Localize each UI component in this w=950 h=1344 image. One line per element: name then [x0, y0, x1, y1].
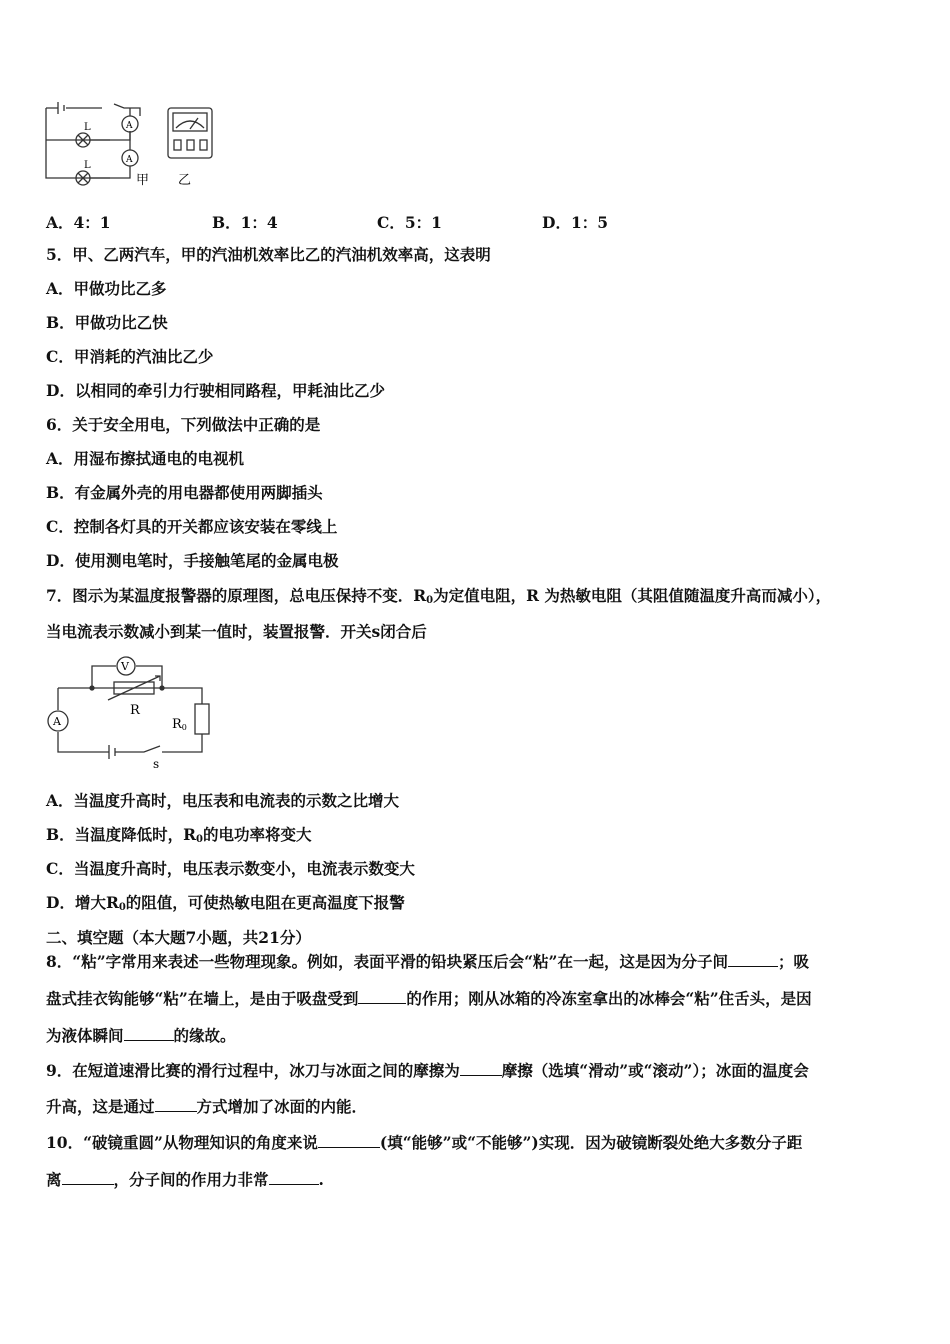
fig2-label-r0-letter: R — [172, 717, 182, 732]
fig2-label-r0 — [172, 717, 187, 732]
q8-blank-2[interactable] — [358, 989, 406, 1004]
fig1-label-yi: 乙 — [178, 173, 192, 188]
q10-l2a: 离 — [46, 1170, 62, 1189]
fig2-label-s: s — [153, 757, 160, 771]
q10-blank-3[interactable] — [269, 1170, 319, 1185]
q10-blank-1[interactable] — [318, 1133, 380, 1148]
q7-option-b[interactable] — [46, 825, 311, 850]
fig2-label-a: A — [53, 715, 61, 728]
q8-l2a: 盘式挂衣钩能够“粘”在墙上，是由于吸盘受到 — [46, 989, 359, 1008]
q5-stem: 5．甲、乙两汽车，甲的汽油机效率比乙的汽油机效率高，这表明 — [46, 245, 491, 264]
q7-option-d[interactable] — [46, 893, 405, 918]
q4-option-c[interactable]: C．5：1 — [377, 213, 442, 232]
q7-option-c[interactable]: C．当温度升高时，电压表示数变小，电流表示数变大 — [46, 859, 415, 878]
q7-option-b-sub: 0 — [195, 834, 203, 845]
q9-line2 — [46, 1097, 367, 1117]
figure-alarm-circuit — [44, 652, 219, 774]
fig1-label-l1: L — [84, 122, 91, 133]
fig2-label-v: V — [121, 660, 129, 673]
q6-stem: 6．关于安全用电，下列做法中正确的是 — [46, 415, 321, 434]
q10-l2b: ，分子间的作用力非常 — [113, 1170, 269, 1189]
q8-blank-3[interactable] — [124, 1026, 174, 1041]
q9-l1b: 摩擦（选填“滑动”或“滚动”）；冰面的温度会 — [501, 1061, 809, 1080]
q8-blank-1[interactable] — [728, 952, 778, 967]
q8-l1a: 8．“粘”字常用来表述一些物理现象。例如，表面平滑的铅块紧压后会“粘”在一起，这是因为分子间 — [46, 952, 728, 971]
q6-option-d[interactable]: D．使用测电笔时，手接触笔尾的金属电极 — [46, 551, 339, 570]
fig1-label-a2: A — [126, 155, 133, 165]
fig2-label-r0-sub: 0 — [181, 723, 187, 732]
q7-stem-line2: 当电流表示数减小到某一值时，装置报警．开关s闭合后 — [46, 622, 427, 641]
q4-option-d[interactable]: D．1：5 — [542, 213, 609, 232]
q8-l1b: ；吸 — [777, 952, 809, 971]
q7-stem-line1 — [46, 586, 831, 611]
q9-l1a: 9．在短道速滑比赛的滑行过程中，冰刀与冰面之间的摩擦为 — [46, 1061, 460, 1080]
q6-option-c[interactable]: C．控制各灯具的开关都应该安装在零线上 — [46, 517, 338, 536]
section2-title: 二、填空题（本大题7小题，共21分） — [46, 928, 311, 947]
q7-option-d-1: D．增大R — [46, 893, 119, 912]
q9-blank-2[interactable] — [155, 1097, 197, 1112]
q7-sub0: 0 — [426, 595, 434, 606]
fig2-label-r: R — [130, 703, 140, 718]
q7-stem-1a: 7．图示为某温度报警器的原理图，总电压保持不变．R — [46, 586, 427, 605]
q5-option-c[interactable]: C．甲消耗的汽油比乙少 — [46, 347, 214, 366]
q8-l3b: 的缘故。 — [173, 1026, 236, 1045]
q7-option-b-2: 的电功率将变大 — [202, 825, 312, 844]
q8-l3a: 为液体瞬间 — [46, 1026, 124, 1045]
q5-option-a[interactable]: A．甲做功比乙多 — [46, 279, 167, 298]
q9-line1 — [46, 1061, 809, 1081]
q8-line2 — [46, 989, 812, 1009]
q10-l2c: . — [318, 1170, 324, 1189]
q7-option-d-sub: 0 — [118, 902, 126, 913]
q8-l2b: 的作用；刚从冰箱的冷冻室拿出的冰棒会“粘”住舌头，是因 — [406, 989, 812, 1008]
q10-blank-2[interactable] — [62, 1170, 114, 1185]
q10-l1a: 10．“破镜重圆”从物理知识的角度来说 — [46, 1133, 318, 1152]
q5-option-d[interactable]: D．以相同的牵引力行驶相同路程，甲耗油比乙少 — [46, 381, 385, 400]
q9-l2a: 升高，这是通过 — [46, 1097, 155, 1116]
q5-option-b[interactable]: B．甲做功比乙快 — [46, 313, 168, 332]
q9-l2b: 方式增加了冰面的内能． — [196, 1097, 368, 1116]
q7-option-a[interactable]: A．当温度升高时，电压表和电流表的示数之比增大 — [46, 791, 400, 810]
fig1-label-a1: A — [126, 121, 133, 131]
q8-line3 — [46, 1026, 236, 1046]
fig1-label-l2: L — [84, 160, 91, 171]
q6-option-b[interactable]: B．有金属外壳的用电器都使用两脚插头 — [46, 483, 323, 502]
q7-option-b-1: B．当温度降低时，R — [46, 825, 196, 844]
q7-stem-1b: 为定值电阻，R 为热敏电阻（其阻值随温度升高而减小）， — [433, 586, 832, 605]
q10-l1b: (填“能够”或“不能够”)实现．因为破镜断裂处绝大多数分子距 — [379, 1133, 803, 1152]
q10-line1 — [46, 1133, 802, 1153]
fig1-label-jia: 甲 — [136, 173, 150, 188]
q9-blank-1[interactable] — [460, 1061, 502, 1076]
q7-option-d-2: 的阻值，可使热敏电阻在更高温度下报警 — [125, 893, 405, 912]
figure-circuit-and-ammeter — [40, 96, 230, 191]
q4-option-a[interactable]: A．4：1 — [46, 213, 111, 232]
q6-option-a[interactable]: A．用湿布擦拭通电的电视机 — [46, 449, 245, 468]
q10-line2 — [46, 1170, 324, 1190]
q4-option-b[interactable]: B．1：4 — [212, 213, 278, 232]
q8-line1 — [46, 952, 809, 972]
